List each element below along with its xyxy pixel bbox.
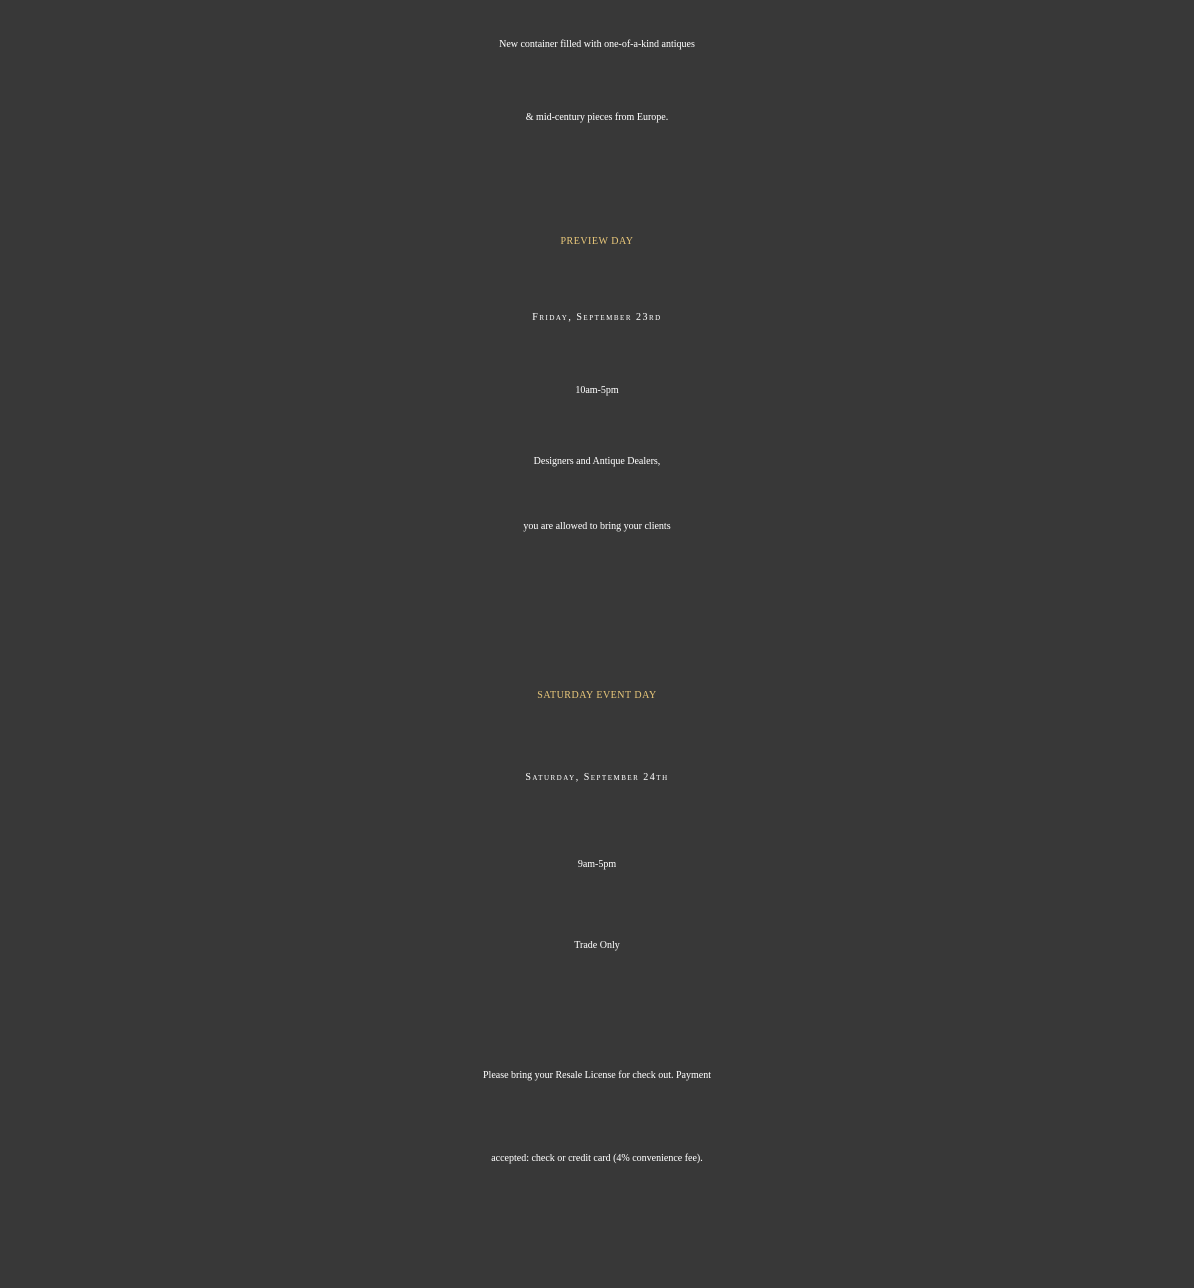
saturday-event-heading: SATURDAY EVENT DAY [537, 690, 657, 701]
preview-day-heading: PREVIEW DAY [560, 236, 634, 247]
intro-line-1: New container filled with one-of-a-kind antiques [499, 39, 695, 50]
preview-day-date: Friday, September 23rd [532, 312, 662, 323]
preview-day-time: 10am-5pm [575, 385, 619, 396]
preview-day-note-line-1: Designers and Antique Dealers, [533, 456, 661, 467]
saturday-event-date: Saturday, September 24th [525, 772, 669, 783]
payment-info-line-2: accepted: check or credit card (4% convenience fee). [491, 1153, 703, 1164]
saturday-event-note: Trade Only [574, 940, 620, 951]
saturday-event-time: 9am-5pm [577, 859, 617, 870]
intro-line-2: & mid-century pieces from Europe. [525, 112, 669, 123]
preview-day-note-line-2: you are allowed to bring your clients [523, 521, 671, 532]
payment-info-line-1: Please bring your Resale License for check out. Payment [483, 1070, 711, 1081]
